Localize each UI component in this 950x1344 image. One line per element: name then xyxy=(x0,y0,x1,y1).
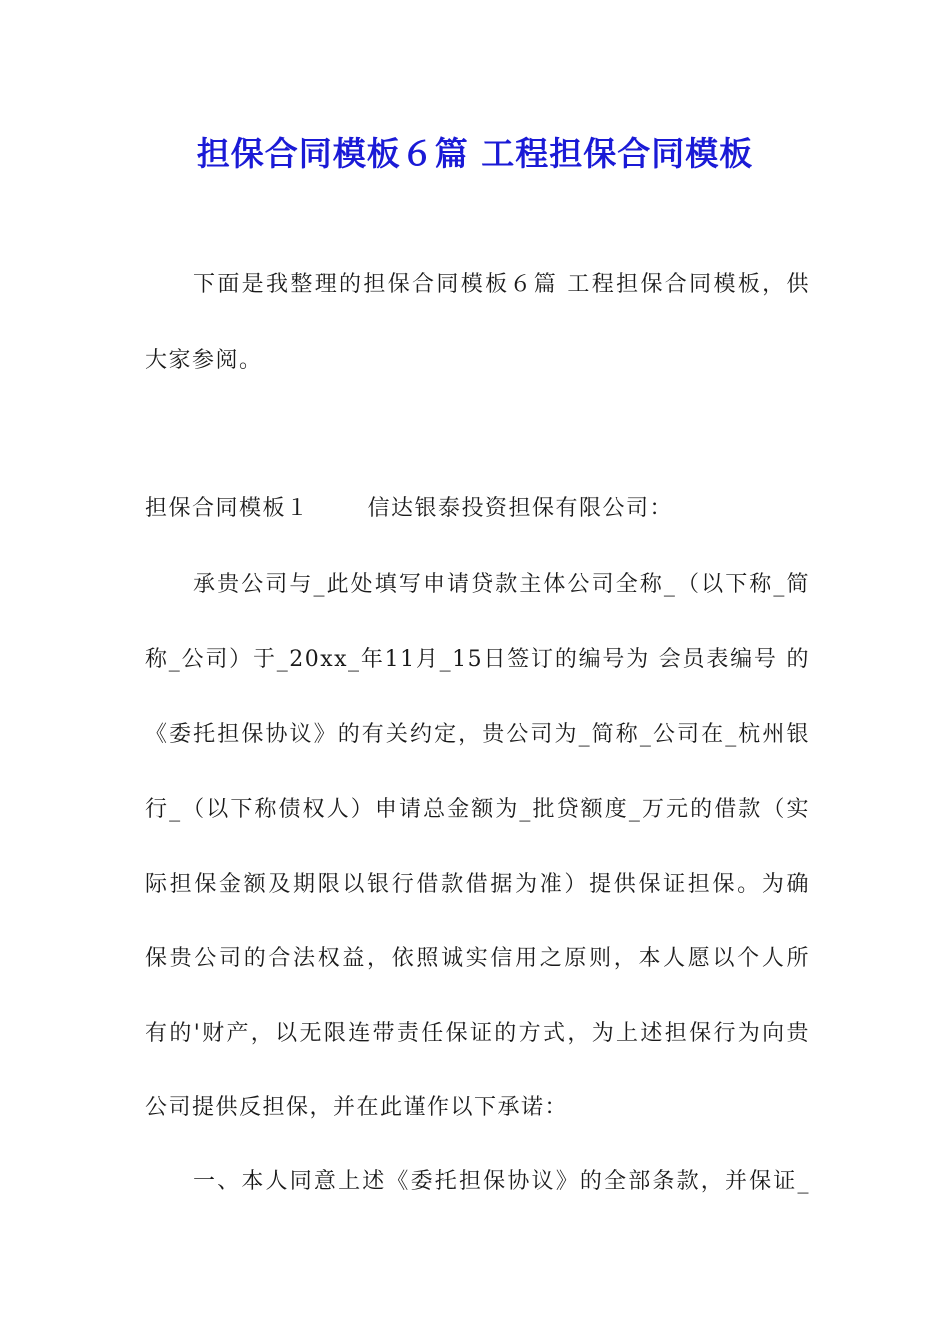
body-line-3: 《委托担保协议》的有关约定，贵公司为_简称_公司在_杭州银 xyxy=(145,722,810,747)
body-line-7: 有的'财产，以无限连带责任保证的方式，为上述担保行为向贵 xyxy=(145,1021,810,1046)
body-line-2: 称_公司）于_20xx_年11月_15日签订的编号为 会员表编号 的 xyxy=(145,647,810,672)
body-line-1: 承贵公司与_此处填写申请贷款主体公司全称_（以下称_简 xyxy=(193,572,810,597)
section-heading: 担保合同模板１ xyxy=(145,496,310,521)
body-line-5: 际担保金额及期限以银行借款借据为准）提供保证担保。为确 xyxy=(145,872,810,897)
body-line-4: 行_（以下称债权人）申请总金额为_批贷额度_万元的借款（实 xyxy=(145,797,810,822)
body-line-6: 保贵公司的合法权益，依照诚实信用之原则，本人愿以个人所 xyxy=(145,946,810,971)
clause-1-line: 一、本人同意上述《委托担保协议》的全部条款，并保证_ xyxy=(193,1169,810,1194)
body-line-8: 公司提供反担保，并在此谨作以下承诺： xyxy=(145,1095,569,1120)
section-heading-row xyxy=(145,494,810,524)
section-addressee: 信达银泰投资担保有限公司： xyxy=(367,496,674,521)
document-title: 担保合同模板６篇 工程担保合同模板 xyxy=(196,134,754,173)
intro-line-1: 下面是我整理的担保合同模板６篇 工程担保合同模板，供 xyxy=(193,272,810,297)
intro-line-2: 大家参阅。 xyxy=(145,348,263,373)
